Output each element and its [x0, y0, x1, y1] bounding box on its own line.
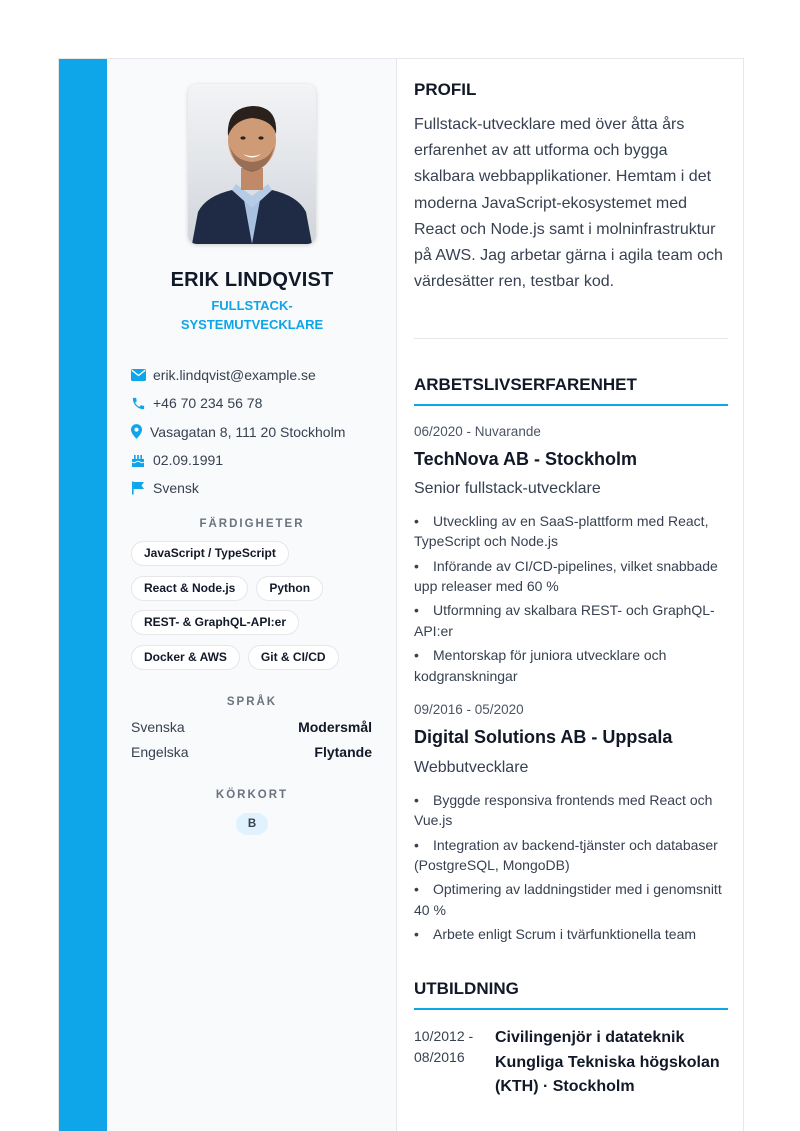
contact-email-text: erik.lindqvist@example.se	[153, 367, 316, 384]
experience-heading: ARBETSLIVSERFARENHET	[414, 375, 728, 406]
accent-bar	[59, 59, 107, 1131]
contact-list	[131, 361, 381, 502]
job-company: Digital Solutions AB - Uppsala	[414, 727, 673, 747]
profile-heading: PROFIL	[414, 80, 477, 99]
envelope-icon	[131, 369, 153, 381]
education-item	[414, 1026, 728, 1100]
phone-icon	[131, 396, 153, 411]
person-title: FULLSTACK-SYSTEMUTVECKLARE	[180, 298, 324, 332]
list-item: • Optimering av laddningstider med i genomsnitt 40 %	[414, 881, 722, 918]
education-info	[495, 1026, 728, 1100]
language-level: Modersmål	[298, 719, 372, 735]
job-company: TechNova AB - Stockholm	[414, 449, 638, 469]
skill-chip: Git & CI/CD	[248, 645, 339, 670]
language-row	[131, 719, 372, 744]
job-dates: 06/2020 - Nuvarande	[414, 424, 541, 439]
job-bullets	[414, 511, 728, 690]
license-heading: KÖRKORT	[215, 789, 289, 801]
skills-heading: FÄRDIGHETER	[199, 518, 305, 530]
languages-list	[131, 719, 372, 768]
skills-list	[131, 541, 381, 679]
list-item: • Arbete enligt Scrum i tvärfunktionella team	[414, 926, 697, 943]
profile-photo	[188, 84, 316, 244]
contact-address-text: Vasagatan 8, 111 20 Stockholm	[150, 423, 346, 440]
section-divider	[414, 338, 728, 339]
contact-address	[131, 418, 381, 446]
location-pin-icon	[131, 424, 150, 439]
list-item: • Byggde responsiva frontends med React och Vue.js	[414, 792, 713, 829]
job-dates: 09/2016 - 05/2020	[414, 702, 524, 717]
profile-text: Fullstack-utvecklare med över åtta års erfarenhet av att utforma och bygga skalbara webbapplikationer. Hemtam i det moderna JavaScript-ekosystemet med React och Node.js samt i molninfrastruktur på AWS. Jag arbetar gärna i agila team och värdesätter ren, testbar kod.	[414, 116, 723, 291]
education-school: Kungliga Tekniska högskolan (KTH) · Stockholm	[495, 1053, 720, 1095]
job-role: Webbutvecklare	[414, 759, 529, 776]
skill-chip: REST- & GraphQL-API:er	[131, 610, 299, 635]
language-name: Svenska	[131, 719, 185, 735]
job-bullets	[414, 790, 728, 948]
skill-chip: Docker & AWS	[131, 645, 240, 670]
flag-icon	[131, 481, 153, 495]
contact-birthdate	[131, 446, 381, 474]
list-item: • Införande av CI/CD-pipelines, vilket snabbade upp releaser med 60 %	[414, 557, 718, 595]
skill-chip: JavaScript / TypeScript	[131, 541, 289, 566]
skill-chip: React & Node.js	[131, 576, 248, 601]
resume-page	[58, 58, 744, 1131]
job-role: Senior fullstack-utvecklare	[414, 480, 601, 497]
list-item: • Utveckling av en SaaS-plattform med React, TypeScript och Node.js	[414, 513, 709, 550]
language-row	[131, 744, 372, 769]
language-level: Flytande	[314, 743, 372, 760]
contact-birthdate-text: 02.09.1991	[153, 452, 224, 469]
license-badge: B	[236, 813, 268, 835]
contact-email[interactable]	[131, 361, 381, 389]
main-content	[398, 59, 744, 1131]
education-degree: Civilingenjör i datateknik	[495, 1029, 685, 1046]
skill-chip: Python	[256, 576, 323, 601]
sidebar	[107, 59, 397, 1131]
education-dates: 10/2012 - 08/2016	[414, 1028, 474, 1065]
contact-nationality	[131, 474, 381, 502]
birthday-cake-icon	[131, 453, 153, 467]
language-name: Engelska	[131, 743, 189, 760]
list-item: • Mentorskap för juniora utvecklare och kodgranskningar	[414, 647, 667, 684]
list-item: • Integration av backend-tjänster och databaser (PostgreSQL, MongoDB)	[414, 836, 718, 874]
list-item: • Utformning av skalbara REST- och GraphQL-API:er	[414, 602, 715, 639]
contact-phone-text: +46 70 234 56 78	[153, 395, 263, 412]
contact-nationality-text: Svensk	[153, 480, 199, 497]
languages-heading: SPRÅK	[226, 696, 278, 708]
education-heading: UTBILDNING	[414, 979, 728, 1010]
contact-phone[interactable]	[131, 389, 381, 417]
person-name: ERIK LINDQVIST	[170, 269, 334, 291]
